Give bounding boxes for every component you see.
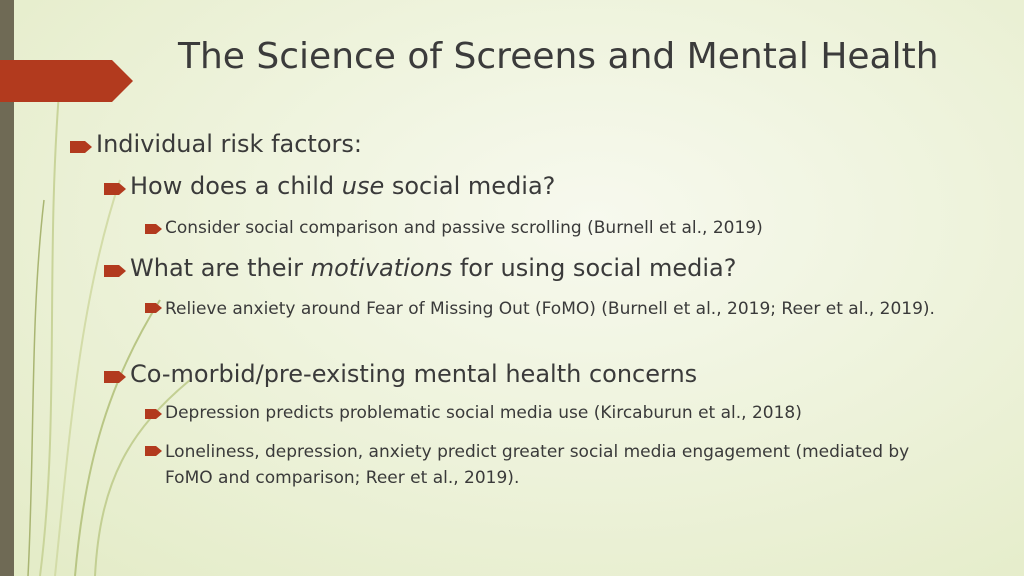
slide-title: The Science of Screens and Mental Health [178,36,939,77]
bullet-relieve-anxiety: Relieve anxiety around Fear of Missing Out (FoMO) (Burnell et al., 2019; Reer et al., 2019). [165,299,935,319]
arrow-bullet-icon [104,183,126,195]
arrow-bullet-icon [104,371,126,383]
bullet-motivations: What are their motivations for using social media? [130,254,737,282]
bullet-individual-risk-factors: Individual risk factors: [96,130,362,158]
arrow-bullet-icon [104,265,126,277]
arrow-bullet-icon [145,446,162,456]
bullet-social-comparison: Consider social comparison and passive scrolling (Burnell et al., 2019) [165,218,763,238]
arrow-bullet-icon [145,303,162,313]
bullet-loneliness: Loneliness, depression, anxiety predict greater social media engagement (mediated by FoMO and comparison; Reer et al., 2019). [165,442,910,488]
title-accent-arrow [0,60,133,102]
bullet-how-child-uses: How does a child use social media? [130,172,556,200]
arrow-bullet-icon [145,224,162,234]
bullet-co-morbid: Co-morbid/pre-existing mental health concerns [130,360,698,388]
arrow-bullet-icon [70,141,92,153]
bullet-depression-predicts: Depression predicts problematic social media use (Kircaburun et al., 2018) [165,403,802,423]
arrow-bullet-icon [145,409,162,419]
